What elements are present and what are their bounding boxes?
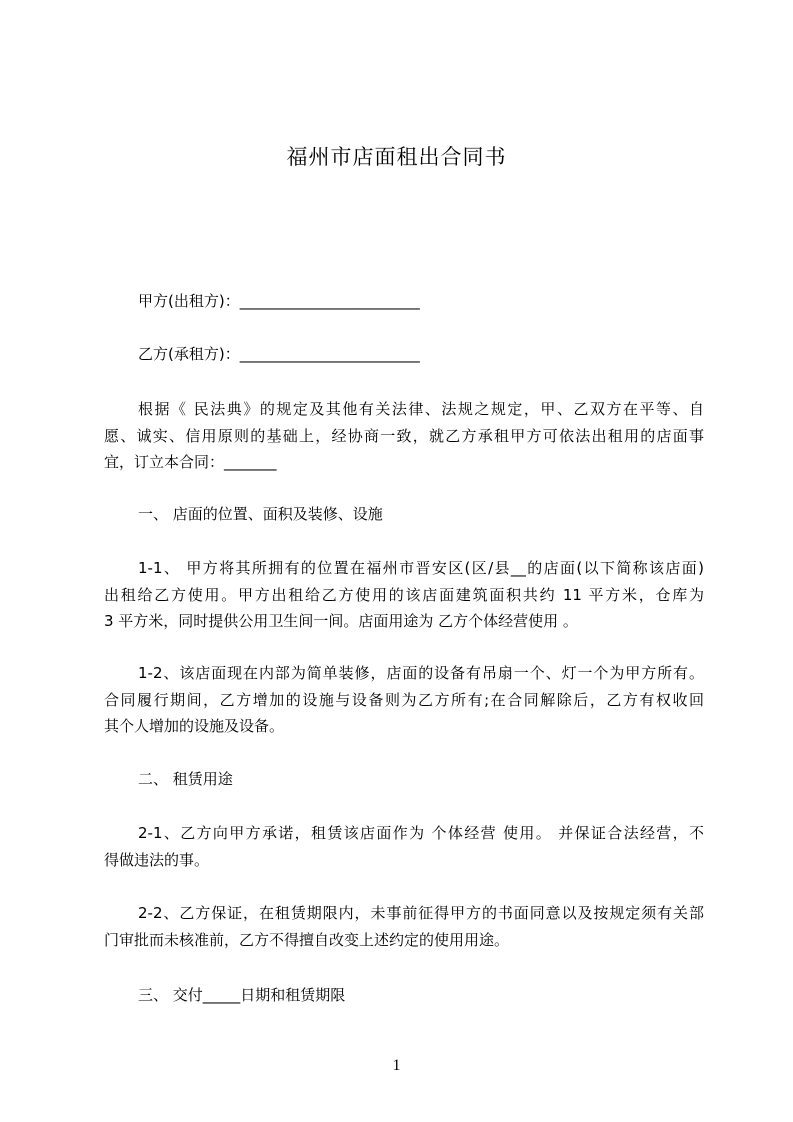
preamble-line-3: 宜，订立本合同：_______ — [104, 453, 277, 471]
preamble-paragraph — [104, 396, 704, 476]
clause-2-1-line-2: 得做违法的事。 — [104, 850, 210, 869]
clause-1-2-line-1: 1-2、该店面现在内部为简单装修，店面的设备有吊扇一个、灯一个为甲方所有。 — [138, 664, 704, 682]
clause-2-1-line-1: 2-1、乙方向甲方承诺，租赁该店面作为 个体经营 使用。 并保证合法经营，不 — [138, 824, 704, 842]
clause-1-1-line-3: 3 平方米，同时提供公用卫生间一间。店面用途为 乙方个体经营使用 。 — [104, 612, 578, 630]
clause-2-2 — [104, 900, 704, 953]
clause-1-2-line-3: 其个人增加的设施及设备。 — [104, 717, 285, 735]
clause-2-2-line-2: 门审批而未核准前，乙方不得擅自改变上述约定的使用用途。 — [104, 930, 510, 949]
clause-1-1-line-2: 出租给乙方使用。甲方出租给乙方使用的该店面建筑面积共约 11 平方米，仓库为 — [104, 585, 704, 604]
section-2-heading: 二、 租赁用途 — [138, 770, 233, 788]
party-b-line: 乙方(承租方)：________________________ — [138, 345, 420, 363]
document-title: 福州市店面租出合同书 — [286, 145, 507, 169]
clause-1-1 — [104, 555, 704, 635]
clause-2-1 — [104, 820, 704, 873]
party-a-line: 甲方(出租方)：________________________ — [138, 292, 420, 310]
preamble-line-2: 愿、诚实、信用原则的基础上，经协商一致，就乙方承租甲方可依法出租用的店面事 — [104, 426, 704, 445]
clause-1-1-line-1: 1-1、 甲方将其所拥有的位置在福州市晋安区(区/县__的店面(以下简称该店面) — [138, 559, 704, 577]
clause-1-2 — [104, 660, 704, 740]
preamble-line-1: 根据《 民法典》的规定及其他有关法律、法规之规定，甲、乙双方在平等、自 — [138, 400, 704, 418]
clause-1-2-line-2: 合同履行期间，乙方增加的设施与设备则为乙方所有;在合同解除后，乙方有权收回 — [104, 690, 704, 709]
section-1-heading: 一、 店面的位置、面积及装修、设施 — [138, 505, 383, 523]
page-number: 1 — [392, 1057, 401, 1074]
section-3-heading: 三、 交付_____日期和租赁期限 — [138, 986, 346, 1004]
clause-2-2-line-1: 2-2、乙方保证，在租赁期限内，未事前征得甲方的书面同意以及按规定须有关部 — [138, 904, 704, 922]
